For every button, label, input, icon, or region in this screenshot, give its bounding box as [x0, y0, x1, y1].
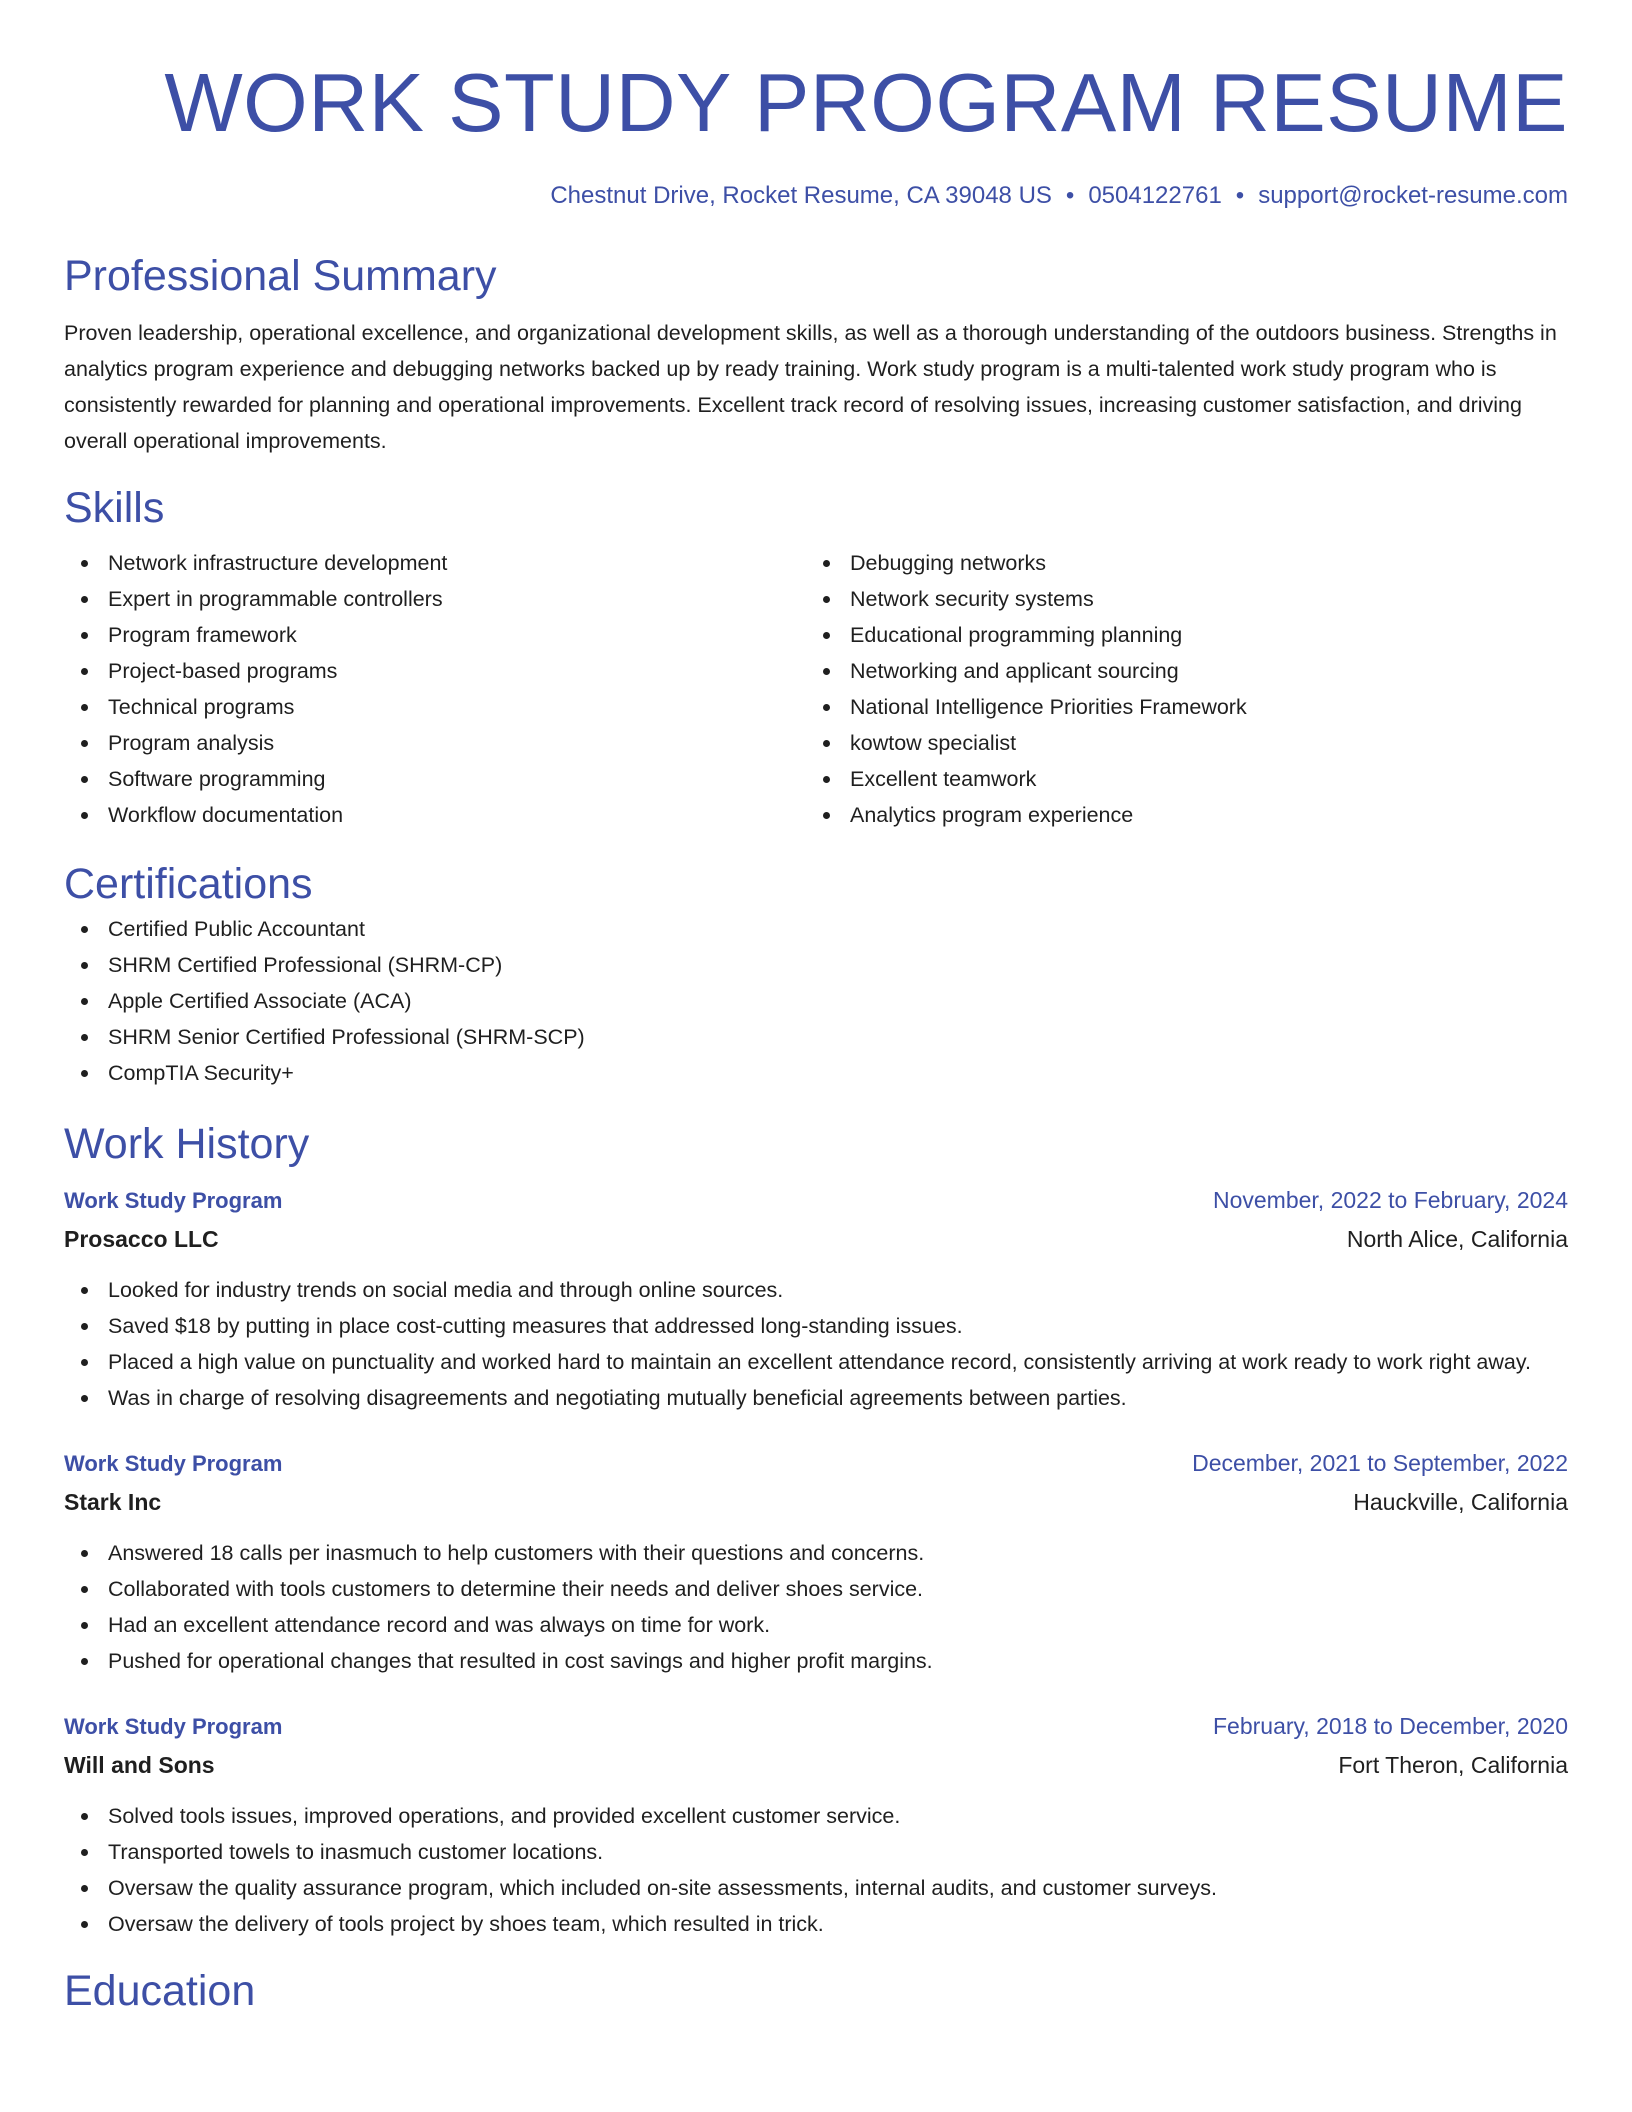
job-bullets — [64, 1798, 1568, 1942]
certification-item: CompTIA Security+ — [64, 1055, 1568, 1091]
job-bullet: Answered 18 calls per inasmuch to help customers with their questions and concerns. — [64, 1535, 1568, 1571]
skill-item: Expert in programmable controllers — [64, 581, 806, 617]
job-company: Prosacco LLC — [64, 1226, 219, 1252]
job-location: Hauckville, California — [1353, 1489, 1568, 1515]
contact-address: Chestnut Drive, Rocket Resume, CA 39048 US — [550, 182, 1052, 209]
skill-item: Program analysis — [64, 725, 806, 761]
job-title: Work Study Program — [64, 1451, 283, 1476]
job-bullets — [64, 1535, 1568, 1679]
job-company-row — [64, 1220, 1568, 1258]
skill-item: Network infrastructure development — [64, 545, 806, 581]
job-bullet: Had an excellent attendance record and was always on time for work. — [64, 1607, 1568, 1643]
contact-email: support@rocket-resume.com — [1258, 182, 1568, 209]
job-bullet: Saved $18 by putting in place cost-cutting measures that addressed long-standing issues. — [64, 1308, 1568, 1344]
job-header-row — [64, 1707, 1568, 1746]
job-bullet: Oversaw the delivery of tools project by shoes team, which resulted in trick. — [64, 1906, 1568, 1942]
job-entry — [64, 1181, 1568, 1416]
certification-item: SHRM Senior Certified Professional (SHRM-SCP) — [64, 1019, 1568, 1055]
job-title: Work Study Program — [64, 1188, 283, 1213]
certification-item: Certified Public Accountant — [64, 911, 1568, 947]
job-company: Will and Sons — [64, 1752, 215, 1778]
job-header-row — [64, 1444, 1568, 1483]
job-bullet: Oversaw the quality assurance program, which included on-site assessments, internal audits, and customer surveys. — [64, 1870, 1568, 1906]
certification-item: SHRM Certified Professional (SHRM-CP) — [64, 947, 1568, 983]
skill-item: Project-based programs — [64, 653, 806, 689]
job-entry — [64, 1444, 1568, 1679]
job-header-row — [64, 1181, 1568, 1220]
job-bullet: Placed a high value on punctuality and worked hard to maintain an excellent attendance record, consistently arriving at work ready to work right away. — [64, 1344, 1568, 1380]
skill-item: Analytics program experience — [806, 797, 1548, 833]
job-location: North Alice, California — [1346, 1226, 1568, 1252]
certifications-heading: Certifications — [64, 860, 313, 908]
job-bullet: Solved tools issues, improved operations, and provided excellent customer service. — [64, 1798, 1568, 1834]
job-dates: December, 2021 to September, 2022 — [1192, 1450, 1568, 1476]
job-dates: February, 2018 to December, 2020 — [1212, 1713, 1568, 1739]
job-bullet: Pushed for operational changes that resulted in cost savings and higher profit margins. — [64, 1643, 1568, 1679]
skills-list-left — [64, 545, 806, 833]
job-entry — [64, 1707, 1568, 1942]
job-bullets — [64, 1272, 1568, 1416]
skills-list-right — [806, 545, 1548, 833]
skill-item: National Intelligence Priorities Framework — [806, 689, 1548, 725]
skill-item: Excellent teamwork — [806, 761, 1548, 797]
job-title: Work Study Program — [64, 1714, 283, 1739]
skill-item: Educational programming planning — [806, 617, 1548, 653]
skills-heading: Skills — [64, 484, 165, 532]
certifications-list — [64, 911, 1568, 1091]
job-bullet: Transported towels to inasmuch customer locations. — [64, 1834, 1568, 1870]
job-company: Stark Inc — [64, 1489, 162, 1515]
contact-separator: • — [1065, 182, 1075, 209]
skill-item: kowtow specialist — [806, 725, 1548, 761]
education-heading: Education — [64, 1967, 256, 2015]
skill-item: Networking and applicant sourcing — [806, 653, 1548, 689]
skills-columns — [64, 545, 1568, 833]
skill-item: Software programming — [64, 761, 806, 797]
skill-item: Technical programs — [64, 689, 806, 725]
skill-item: Program framework — [64, 617, 806, 653]
certification-item: Apple Certified Associate (ACA) — [64, 983, 1568, 1019]
contact-phone: 0504122761 — [1088, 182, 1222, 209]
skill-item: Workflow documentation — [64, 797, 806, 833]
job-bullet: Collaborated with tools customers to determine their needs and deliver shoes service. — [64, 1571, 1568, 1607]
skill-item: Network security systems — [806, 581, 1548, 617]
job-bullet: Was in charge of resolving disagreements and negotiating mutually beneficial agreements between parties. — [64, 1380, 1568, 1416]
contact-line — [64, 181, 1568, 211]
job-location: Fort Theron, California — [1338, 1752, 1568, 1778]
job-bullet: Looked for industry trends on social media and through online sources. — [64, 1272, 1568, 1308]
resume-page — [64, 0, 1568, 2018]
skill-item: Debugging networks — [806, 545, 1548, 581]
summary-text: Proven leadership, operational excellence, and organizational development skills, as well as a thorough understanding of the outdoors business. Strengths in analytics program experience and debugging networks backed up by ready training. Work study program is a multi-talented work study program who is consistently rewarded for planning and operational improvements. Excellent track record of resolving issues, increasing customer satisfaction, and driving overall operational improvements. — [64, 321, 1557, 453]
job-company-row — [64, 1746, 1568, 1784]
job-company-row — [64, 1483, 1568, 1521]
work-history-heading: Work History — [64, 1120, 310, 1168]
contact-separator: • — [1235, 182, 1245, 209]
summary-heading: Professional Summary — [64, 252, 497, 300]
job-dates: November, 2022 to February, 2024 — [1212, 1187, 1568, 1213]
resume-title: WORK STUDY PROGRAM RESUME — [164, 56, 1568, 149]
